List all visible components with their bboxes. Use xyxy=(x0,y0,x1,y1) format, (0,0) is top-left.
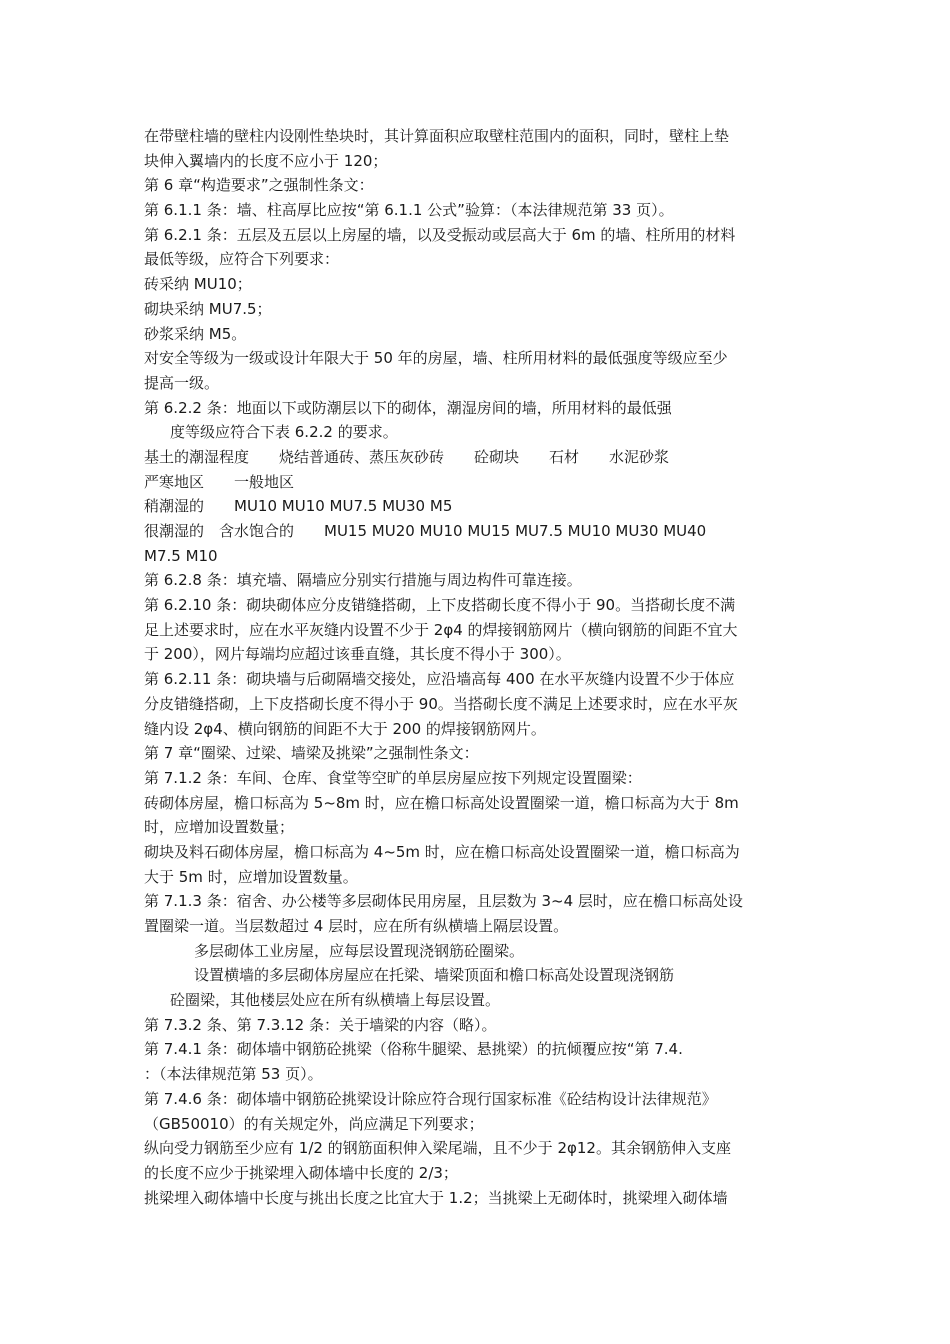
text-line: 第 7.4.1 条：砌体墙中钢筋砼挑梁（俗称牛腿梁、悬挑梁）的抗倾覆应按“第 7.4. xyxy=(144,1040,683,1059)
text-line: 提高一级。 xyxy=(144,373,220,392)
text-line: 砖砌体房屋，檐口标高为 5~8m 时，应在檐口标高处设置圈梁一道，檐口标高为大于 8m xyxy=(144,793,739,812)
text-line: 纵向受力钢筋至少应有 1/2 的钢筋面积伸入梁尾端，且不少于 2φ12。其余钢筋伸入支座 xyxy=(144,1139,731,1158)
document-body xyxy=(144,124,814,1210)
text-line: 基土的潮湿程度 烧结普通砖、蒸压灰砂砖 砼砌块 石材 水泥砂浆 xyxy=(144,447,670,466)
text-line: 砌块采纳 MU7.5； xyxy=(144,299,272,318)
text-line: 第 7 章“圈梁、过梁、墙梁及挑梁”之强制性条文： xyxy=(144,744,479,763)
text-line: 很潮湿的 含水饱合的 MU15 MU20 MU10 MU15 MU7.5 MU10 MU30 MU40 xyxy=(144,522,707,540)
text-line: 第 7.1.3 条：宿舍、办公楼等多层砌体民用房屋，且层数为 3~4 层时，应在檐口标高处设 xyxy=(144,892,743,911)
text-line: 挑梁埋入砌体墙中长度与挑出长度之比宜大于 1.2；当挑梁上无砌体时，挑梁埋入砌体墙 xyxy=(144,1188,728,1207)
text-line: 砖采纳 MU10； xyxy=(144,275,252,294)
text-line: 严寒地区 一般地区 xyxy=(144,472,295,491)
text-line: 第 7.1.2 条：车间、仓库、食堂等空旷的单层房屋应按下列规定设置圈梁： xyxy=(144,768,642,787)
text-line: 对安全等级为一级或设计年限大于 50 年的房屋，墙、柱所用材料的最低强度等级应至少 xyxy=(144,349,728,368)
text-line: 第 6.2.8 条：填充墙、隔墙应分别实行措施与周边构件可靠连接。 xyxy=(144,571,582,590)
text-line: 第 6.2.11 条：砌块墙与后砌隔墙交接处，应沿墙高每 400 在水平灰缝内设置不少于体应 xyxy=(144,670,735,689)
text-line: 大于 5m 时，应增加设置数量。 xyxy=(144,867,358,886)
text-line: 时，应增加设置数量； xyxy=(144,818,295,837)
text-line: 足上述要求时，应在水平灰缝内设置不少于 2φ4 的焊接钢筋网片（横向钢筋的间距不宜大 xyxy=(144,620,738,639)
text-line: 设置横墙的多层砌体房屋应在托梁、墙梁顶面和檐口标高处设置现浇钢筋 xyxy=(194,966,675,985)
text-line: 置圈梁一道。当层数超过 4 层时，应在所有纵横墙上隔层设置。 xyxy=(144,917,569,935)
text-line: 稍潮湿的 MU10 MU10 MU7.5 MU30 M5 xyxy=(144,497,453,516)
text-line: 缝内设 2φ4、横向钢筋的间距不大于 200 的焊接钢筋网片。 xyxy=(144,719,546,738)
text-line: 第 6.1.1 条：墙、柱高厚比应按“第 6.1.1 公式”验算：（本法律规范第 33 页）。 xyxy=(144,201,674,220)
text-line: 在带壁柱墙的壁柱内设刚性垫块时，其计算面积应取壁柱范围内的面积，同时，壁柱上垫 xyxy=(144,127,730,145)
text-line: 块伸入翼墙内的长度不应小于 120； xyxy=(144,151,388,170)
text-line: 砂浆采纳 M5。 xyxy=(144,324,247,343)
text-line: 多层砌体工业房屋，应每层设置现浇钢筋砼圈梁。 xyxy=(194,941,525,960)
text-line: （GB50010）的有关规定外，尚应满足下列要求； xyxy=(144,1114,484,1133)
text-line: 第 6.2.1 条：五层及五层以上房屋的墙，以及受振动或层高大于 6m 的墙、柱所用的材料 xyxy=(144,225,736,244)
text-line: 第 6.2.2 条：地面以下或防潮层以下的砌体，潮湿房间的墙，所用材料的最低强 xyxy=(144,398,672,417)
text-line: 第 6.2.10 条：砌块砌体应分皮错缝搭砌，上下皮搭砌长度不得小于 90。当搭砌长度不满 xyxy=(144,596,736,615)
text-line: 的长度不应少于挑梁埋入砌体墙中长度的 2/3； xyxy=(144,1163,458,1182)
text-line: 分皮错缝搭砌，上下皮搭砌长度不得小于 90。当搭砌长度不满足上述要求时，应在水平灰 xyxy=(144,694,738,713)
text-line: 砼圈梁，其他楼层处应在所有纵横墙上每层设置。 xyxy=(170,991,501,1010)
text-line: 度等级应符合下表 6.2.2 的要求。 xyxy=(170,423,398,442)
text-line: M7.5 M10 xyxy=(144,546,218,565)
text-line: 于 200），网片每端均应超过该垂直缝，其长度不得小于 300）。 xyxy=(144,645,571,664)
text-line: 最低等级，应符合下列要求： xyxy=(144,250,340,269)
text-line: 第 6 章“构造要求”之强制性条文： xyxy=(144,176,374,195)
text-line: 砌块及料石砌体房屋，檐口标高为 4~5m 时，应在檐口标高处设置圈梁一道，檐口标高为 xyxy=(144,842,740,861)
text-line: 第 7.4.6 条：砌体墙中钢筋砼挑梁设计除应符合现行国家标准《砼结构设计法律规范》 xyxy=(144,1089,717,1108)
text-line: ：（本法律规范第 53 页）。 xyxy=(144,1065,323,1084)
text-line: 第 7.3.2 条、第 7.3.12 条：关于墙梁的内容（略）。 xyxy=(144,1015,497,1034)
